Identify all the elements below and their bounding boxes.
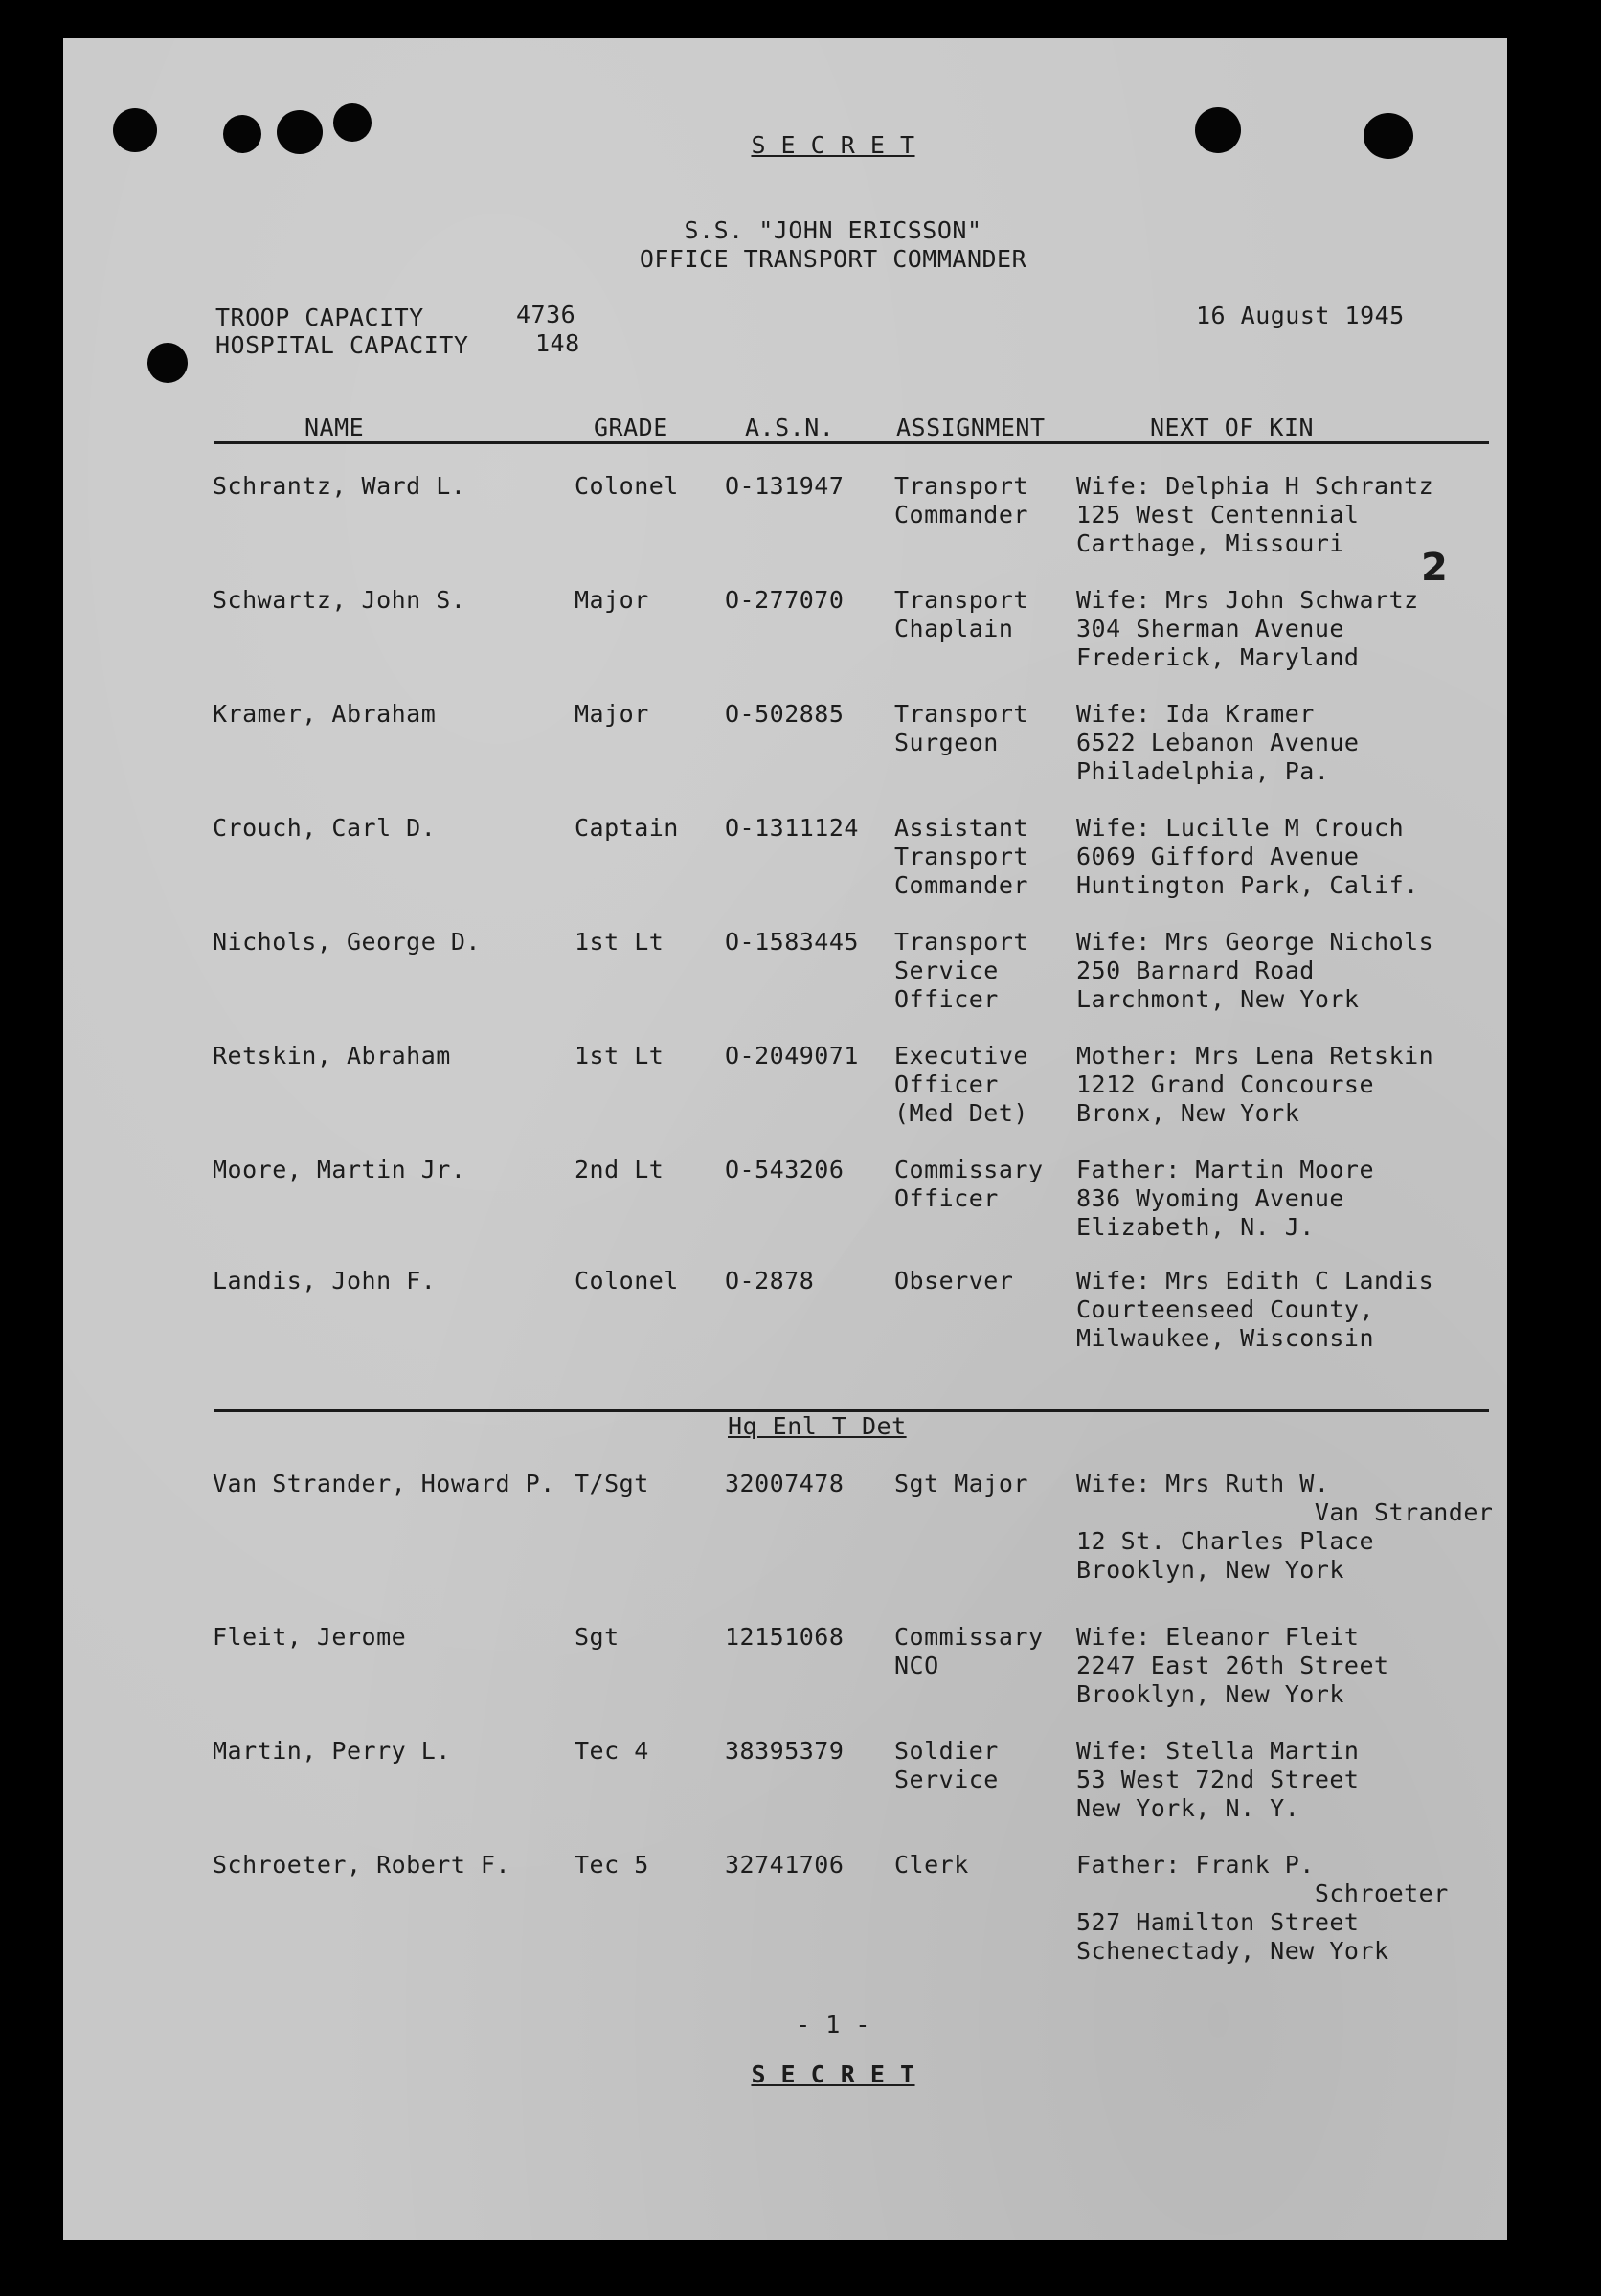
cell-asn: 32741706: [725, 1851, 845, 1879]
cell-assignment: Transport Chaplain: [894, 586, 1028, 642]
header-rule: [214, 441, 1489, 444]
cell-assignment: Sgt Major: [894, 1470, 1028, 1497]
troop-capacity-label: TROOP CAPACITY: [215, 304, 424, 331]
col-header-asn: A.S.N.: [745, 414, 835, 441]
cell-next-of-kin: Father: Martin Moore 836 Wyoming Avenue Elizabeth, N. J.: [1076, 1156, 1375, 1241]
cell-asn: 32007478: [725, 1470, 845, 1497]
cell-grade: 1st Lt: [575, 1042, 665, 1069]
cell-name: Martin, Perry L.: [213, 1737, 451, 1765]
cell-grade: Major: [575, 700, 649, 728]
cell-assignment: Transport Service Officer: [894, 928, 1028, 1013]
cell-name: Schroeter, Robert F.: [213, 1851, 511, 1879]
cell-name: Fleit, Jerome: [213, 1623, 407, 1651]
cell-asn: O-131947: [725, 472, 845, 500]
classification-bottom: S E C R E T: [751, 2060, 915, 2088]
punch-hole: [277, 110, 323, 154]
cell-asn: O-2049071: [725, 1042, 859, 1069]
cell-name: Schwartz, John S.: [213, 586, 466, 614]
cell-next-of-kin: Wife: Stella Martin 53 West 72nd Street New York, N. Y.: [1076, 1737, 1360, 1822]
cell-next-of-kin: Wife: Eleanor Fleit 2247 East 26th Street Brooklyn, New York: [1076, 1623, 1389, 1708]
cell-assignment: Assistant Transport Commander: [894, 814, 1028, 899]
page-number: - 1 -: [796, 2011, 870, 2038]
cell-next-of-kin: Wife: Mrs Edith C Landis Courteenseed County, Milwaukee, Wisconsin: [1076, 1267, 1434, 1352]
cell-grade: Tec 5: [575, 1851, 649, 1879]
col-header-assignment: ASSIGNMENT: [896, 414, 1046, 441]
cell-assignment: Clerk: [894, 1851, 969, 1879]
cell-assignment: Transport Commander: [894, 472, 1028, 529]
cell-next-of-kin: Father: Frank P. Schroeter 527 Hamilton Street Schenectady, New York: [1076, 1851, 1449, 1965]
cell-next-of-kin: Wife: Ida Kramer 6522 Lebanon Avenue Philadelphia, Pa.: [1076, 700, 1360, 785]
cell-grade: Sgt: [575, 1623, 620, 1651]
cell-next-of-kin: Wife: Lucille M Crouch 6069 Gifford Avenue Huntington Park, Calif.: [1076, 814, 1419, 899]
cell-name: Van Strander, Howard P.: [213, 1470, 555, 1497]
cell-name: Schrantz, Ward L.: [213, 472, 466, 500]
cell-grade: 1st Lt: [575, 928, 665, 956]
cell-asn: O-1311124: [725, 814, 859, 842]
cell-next-of-kin: Wife: Mrs Ruth W. Van Strander 12 St. Charles Place Brooklyn, New York: [1076, 1470, 1494, 1584]
cell-next-of-kin: Wife: Delphia H Schrantz 125 West Centennial Carthage, Missouri: [1076, 472, 1434, 557]
cell-grade: T/Sgt: [575, 1470, 649, 1497]
section-title: Hq Enl T Det: [728, 1412, 907, 1440]
classification-top: S E C R E T: [751, 131, 915, 159]
hospital-capacity-value: 148: [535, 329, 580, 357]
cell-assignment: Observer: [894, 1267, 1014, 1294]
cell-asn: O-2878: [725, 1267, 815, 1294]
cell-asn: 38395379: [725, 1737, 845, 1765]
cell-grade: Colonel: [575, 472, 679, 500]
cell-grade: Tec 4: [575, 1737, 649, 1765]
col-header-kin: NEXT OF KIN: [1150, 414, 1315, 441]
cell-asn: O-543206: [725, 1156, 845, 1183]
hospital-capacity-label: HOSPITAL CAPACITY: [215, 331, 469, 359]
cell-assignment: Commissary Officer: [894, 1156, 1044, 1212]
cell-name: Nichols, George D.: [213, 928, 481, 956]
document-date: 16 August 1945: [1196, 302, 1405, 329]
punch-hole: [1195, 107, 1241, 153]
punch-hole: [333, 103, 372, 142]
col-header-grade: GRADE: [594, 414, 668, 441]
office-title: OFFICE TRANSPORT COMMANDER: [639, 245, 1027, 273]
cell-grade: 2nd Lt: [575, 1156, 665, 1183]
cell-asn: O-502885: [725, 700, 845, 728]
cell-name: Landis, John F.: [213, 1267, 437, 1294]
punch-hole: [1364, 113, 1413, 159]
cell-assignment: Soldier Service: [894, 1737, 999, 1793]
cell-next-of-kin: Wife: Mrs John Schwartz 304 Sherman Avenue Frederick, Maryland: [1076, 586, 1419, 671]
document-page: [63, 38, 1507, 2240]
cell-name: Retskin, Abraham: [213, 1042, 451, 1069]
cell-asn: 12151068: [725, 1623, 845, 1651]
punch-hole: [147, 343, 188, 383]
cell-name: Moore, Martin Jr.: [213, 1156, 466, 1183]
cell-assignment: Executive Officer (Med Det): [894, 1042, 1028, 1127]
handwritten-page-mark: 2: [1421, 546, 1448, 590]
cell-next-of-kin: Mother: Mrs Lena Retskin 1212 Grand Concourse Bronx, New York: [1076, 1042, 1434, 1127]
cell-name: Crouch, Carl D.: [213, 814, 437, 842]
punch-hole: [223, 115, 261, 153]
cell-grade: Captain: [575, 814, 679, 842]
cell-grade: Colonel: [575, 1267, 679, 1294]
cell-assignment: Transport Surgeon: [894, 700, 1028, 756]
cell-asn: O-277070: [725, 586, 845, 614]
troop-capacity-value: 4736: [516, 301, 576, 328]
cell-assignment: Commissary NCO: [894, 1623, 1044, 1679]
ship-name: S.S. "JOHN ERICSSON": [684, 216, 982, 244]
cell-name: Kramer, Abraham: [213, 700, 437, 728]
cell-asn: O-1583445: [725, 928, 859, 956]
col-header-name: NAME: [304, 414, 365, 441]
cell-next-of-kin: Wife: Mrs George Nichols 250 Barnard Road Larchmont, New York: [1076, 928, 1434, 1013]
cell-grade: Major: [575, 586, 649, 614]
punch-hole: [113, 108, 157, 152]
